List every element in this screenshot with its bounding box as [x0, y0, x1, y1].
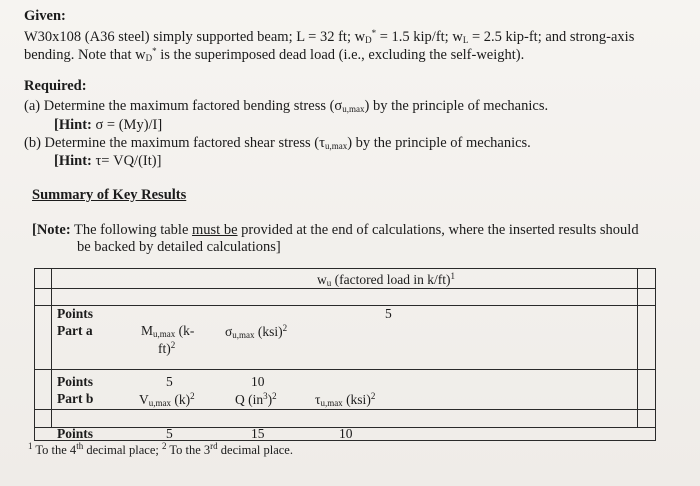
table-footnote [28, 441, 293, 458]
given-heading: Given: [24, 8, 66, 24]
sigma-unit: (ksi) [254, 324, 283, 339]
given-line-1 [24, 28, 634, 46]
note-label: [Note: [32, 222, 71, 238]
part-a-label: Part a [57, 323, 93, 338]
superscript: 2 [190, 391, 195, 401]
superscript: 2 [161, 441, 167, 451]
superscript: 2 [272, 391, 277, 401]
superscript: th [76, 441, 84, 451]
total-points-2: 15 [251, 426, 265, 441]
q-unit: ) [267, 392, 273, 407]
hint-label: [Hint: [54, 153, 92, 169]
part-b-points-label: Points [57, 374, 94, 389]
note-line-2: be backed by detailed calculations] [77, 239, 281, 255]
hint-text: τ= VQ/(It)] [91, 153, 162, 169]
part-b-label: Part b [57, 391, 94, 406]
wu-header [317, 271, 455, 288]
table-rule [35, 369, 655, 370]
note-emphasis: must be [192, 222, 238, 238]
part-b-points-1: 5 [166, 374, 173, 389]
sigma-symbol: σ [225, 324, 233, 339]
superscript: 1 [450, 271, 455, 281]
superscript: * [152, 46, 157, 56]
v-unit: (k) [171, 392, 191, 407]
sigma-umax-header [225, 323, 287, 340]
superscript: rd [210, 441, 218, 451]
q-symbol: Q (in [235, 392, 264, 407]
hint-label: [Hint: [54, 117, 92, 133]
required-text: ) by the principle of mechanics. [347, 135, 531, 151]
given-line-2 [24, 46, 524, 64]
required-text: ) by the principle of mechanics. [364, 98, 549, 114]
superscript: 3 [263, 391, 268, 401]
wu-header-text: (factored load in k/ft) [331, 272, 451, 287]
subscript: D [365, 35, 372, 45]
footnote-text: To the 3 [166, 443, 211, 457]
required-a [24, 98, 548, 115]
footnote-text: To the 4 [32, 443, 77, 457]
m-symbol: M [141, 323, 154, 338]
footnote-text: decimal place. [217, 443, 293, 457]
wu-value: 5 [385, 306, 392, 321]
table-rule [35, 288, 655, 289]
superscript: 2 [370, 391, 376, 401]
given-text: bending. Note that w [24, 47, 146, 63]
part-b-points-2: 10 [251, 374, 265, 389]
given-text: is the superimposed dead load (i.e., excluding the self-weight). [156, 47, 525, 63]
hint-text: σ = (My)/I] [91, 117, 163, 133]
given-text: = 1.5 kip/ft; w [376, 29, 463, 45]
table-column-rule [637, 269, 638, 428]
footnote-text: decimal place; [83, 443, 162, 457]
given-text: = 2.5 kip-ft; and strong-axis [468, 29, 635, 45]
m-unit: (k- [175, 323, 195, 338]
tau-umax-header [315, 391, 375, 408]
note-line-1 [32, 222, 639, 239]
table-rule [35, 305, 655, 306]
hint-a [54, 117, 162, 134]
q-header [235, 391, 277, 408]
m-umax-header [141, 323, 194, 339]
subscript: D [145, 53, 153, 63]
m-umax-header-cont [158, 340, 175, 357]
total-points-3: 10 [339, 426, 353, 441]
wu-symbol: w [317, 272, 327, 287]
subscript: u,max [324, 141, 348, 151]
required-heading: Required: [24, 78, 87, 94]
total-points-1: 5 [166, 426, 173, 441]
tau-unit: (ksi) [342, 392, 371, 407]
subscript: u,max [148, 398, 171, 408]
m-unit: ft) [158, 341, 171, 356]
table-rule [35, 409, 655, 410]
v-umax-header [139, 391, 195, 408]
required-text: (b) Determine the maximum factored shear stress (τ [24, 135, 325, 151]
subscript: u,max [232, 330, 255, 340]
table-column-rule [51, 269, 52, 428]
results-table [34, 268, 656, 441]
subscript: u,max [153, 329, 176, 339]
note-text: provided at the end of calculations, where the inserted results should [237, 222, 639, 238]
tau-symbol: τ [315, 392, 321, 407]
part-a-points-label: Points [57, 306, 94, 321]
total-points-label: Points [57, 426, 94, 441]
subscript: u,max [320, 398, 343, 408]
subscript: u [326, 278, 332, 288]
note-text: The following table [70, 222, 193, 238]
superscript: 2 [170, 340, 176, 350]
required-text: (a) Determine the maximum factored bending stress (σ [24, 98, 343, 114]
given-text: W30x108 (A36 steel) simply supported beam; L = 32 ft; w [24, 29, 366, 45]
required-b [24, 135, 531, 152]
subscript: u,max [342, 104, 365, 114]
superscript: * [371, 28, 377, 38]
summary-heading: Summary of Key Results [32, 187, 187, 203]
superscript: 1 [28, 441, 33, 451]
subscript: L [462, 35, 469, 45]
v-symbol: V [139, 392, 149, 407]
superscript: 2 [282, 323, 288, 333]
hint-b [54, 153, 161, 170]
